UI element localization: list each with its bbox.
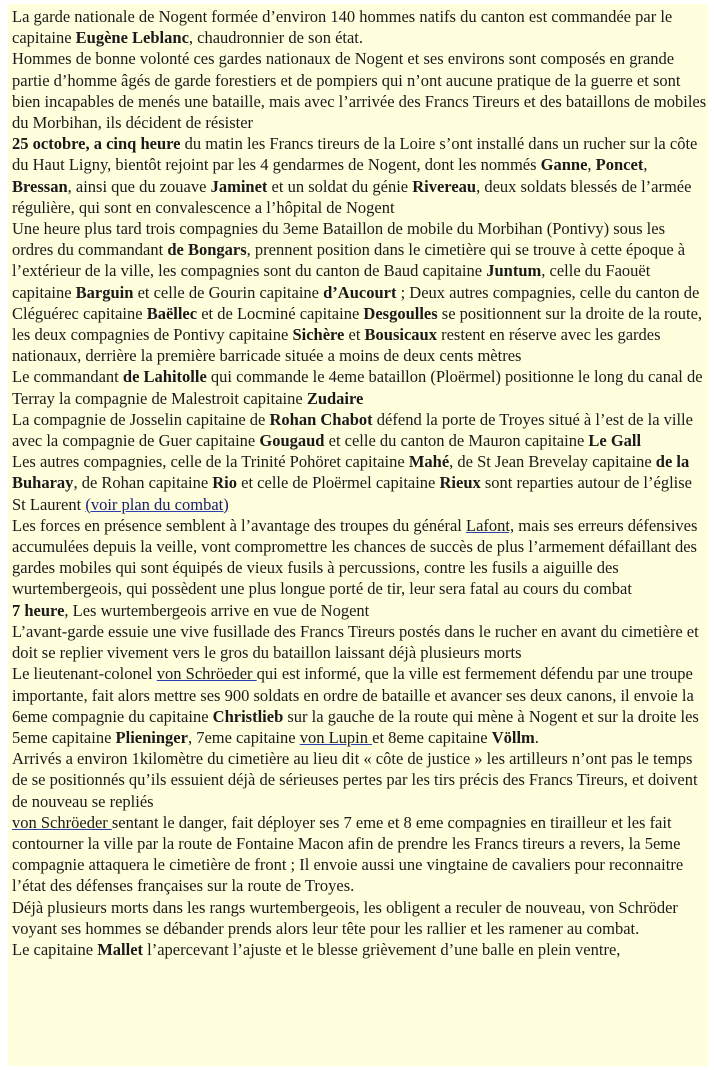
bold-text: de Bongars bbox=[167, 240, 247, 260]
text-run: et bbox=[344, 325, 365, 345]
text-run: et celle du canton de Mauron capitaine bbox=[324, 431, 589, 451]
text-run: Hommes de bonne volonté ces gardes nationaux de Nogent et ses environs sont composés en grande partie d’homme âgés de garde forestiers et de pompiers qui n’ont aucune pratique de la guerre et sont bien incapables de menés une bataille, mais avec l’arrivée des Francs Tireurs et des bataillons de mobiles du Morbihan, ils décident de résister bbox=[12, 49, 707, 133]
paragraph bbox=[12, 939, 708, 960]
bold-text: Rio bbox=[212, 473, 238, 493]
bold-text: Eugène Leblanc bbox=[75, 28, 189, 48]
text-run: sentant le danger, fait déployer ses 7 eme et 8 eme compagnies en tirailleur et les fait contourner la ville par la route de Fontaine Macon afin de prendre les Francs tireurs a revers, la 5eme compagnie attaquera le cimetière de front ; Il envoie aussi une vingtaine de cavaliers pour reconnaitre l’état des défenses françaises sur la route de Troyes. bbox=[12, 812, 684, 896]
bold-text: d’Aucourt bbox=[323, 282, 397, 302]
paragraph bbox=[12, 409, 708, 451]
text-run: et de Locminé capitaine bbox=[197, 303, 364, 323]
paragraph bbox=[12, 366, 708, 408]
text-run: , 7eme capitaine bbox=[187, 727, 300, 747]
paragraph bbox=[12, 663, 708, 748]
text-run: , chaudronnier de son état. bbox=[188, 28, 364, 48]
paragraph bbox=[12, 48, 708, 133]
text-run: mais ses erreurs défensives accumulées depuis la veille, vont compromettre les chances de succès de plus l’armement défaillant des gardes mobiles qui sont équipés de vieux fusils à percussions, contre les fusils a aiguille des wurtembergeois, qui possèdent une plus longue porté de tir, leur sera fatal au cours du combat bbox=[12, 515, 698, 599]
text-run: l’apercevant l’ajuste et le blesse grièvement d’une balle en plein ventre, bbox=[143, 939, 621, 959]
inline-link[interactable]: von Lupin bbox=[299, 727, 373, 747]
bold-text: Sichère bbox=[292, 325, 345, 345]
paragraph bbox=[12, 621, 708, 663]
text-run: Les forces en présence semblent à l’avantage des troupes du général bbox=[12, 515, 467, 535]
text-run: , Les wurtembergeois arrive en vue de Nogent bbox=[64, 600, 370, 620]
bold-text: de Lahitolle bbox=[122, 367, 207, 387]
bold-text: Jaminet bbox=[210, 176, 268, 196]
paragraph bbox=[12, 6, 708, 48]
bold-text: Plieninger bbox=[115, 727, 188, 747]
paragraph bbox=[12, 748, 708, 812]
text-run: La compagnie de Josselin capitaine de bbox=[12, 409, 270, 429]
text-run: , deux soldats blessés de l’armée régulière, qui sont en convalescence a l’hôpital de Nogent bbox=[12, 176, 692, 217]
text-run: se positionnent sur la droite de la route, les deux compagnies de Pontivy capitaine bbox=[12, 303, 703, 345]
text-run: , bbox=[643, 155, 648, 175]
text-run: et celle de Gourin capitaine bbox=[133, 282, 324, 302]
text-run: , celle du Faouët capitaine bbox=[12, 261, 651, 302]
bold-text: Barguin bbox=[75, 282, 134, 302]
bold-text: 7 heure bbox=[12, 600, 65, 620]
bold-text: Mallet bbox=[97, 939, 144, 959]
text-run: Une heure plus tard trois compagnies du 3eme Bataillon de mobile du Morbihan (Pontivy) sous les ordres du commandant bbox=[12, 219, 666, 260]
text-run: qui commande le 4eme bataillon (Ploërmel) positionne le long du canal de Terray la compagnie de Malestroit capitaine bbox=[12, 367, 703, 408]
paragraph bbox=[12, 812, 708, 897]
bold-text: Rieux bbox=[439, 473, 481, 493]
text-run: ; Deux autres compagnies, celle du canton de Cléguérec capitaine bbox=[12, 282, 700, 323]
bold-text: Rivereau bbox=[412, 176, 477, 196]
text-run: Déjà plusieurs morts dans les rangs wurtembergeois, les obligent a reculer de nouveau, von Schröder voyant ses hommes se débander prends alors leur tête pour les rallier et les ramener au combat. bbox=[12, 897, 678, 938]
text-run: Le capitaine bbox=[12, 939, 98, 959]
text-run: , prennent position dans le cimetière qui se trouve à cette époque à l’extérieur de la ville, les compagnies sont du canton de Baud capitaine bbox=[12, 240, 686, 281]
text-run: et celle de Ploërmel capitaine bbox=[237, 473, 440, 493]
paragraph bbox=[12, 897, 708, 939]
text-run: du matin les Francs tireurs de la Loire s’ont installé dans un rucher sur la côte du Haut Ligny, bientôt rejoint par les 4 gendarmes de Nogent, dont les nommés bbox=[12, 134, 698, 175]
text-run: , de St Jean Brevelay capitaine bbox=[449, 452, 656, 472]
text-run: qui est informé, que la ville est fermement défendu par une troupe importante, fait alors mettre ses 900 soldats en ordre de bataille et avancer ses deux canons, il envoie la 6eme compagnie du capitaine bbox=[12, 664, 694, 726]
text-run: défend la porte de Troyes situé à l’est de la ville avec la compagnie de Guer capitaine bbox=[12, 409, 693, 451]
paragraph bbox=[12, 515, 708, 600]
bold-text: Bressan bbox=[12, 176, 68, 196]
paragraph bbox=[12, 600, 708, 621]
bold-text: Mahé bbox=[408, 452, 450, 472]
bold-text: Desgoulles bbox=[363, 303, 438, 323]
bold-text: Juntum bbox=[486, 261, 542, 281]
text-run: , bbox=[587, 155, 596, 175]
text-run: Le lieutenant-colonel bbox=[12, 664, 157, 684]
bold-text: Gougaud bbox=[259, 431, 325, 451]
inline-link[interactable]: Lafont, bbox=[466, 515, 515, 535]
bold-text: Baëllec bbox=[146, 303, 198, 323]
text-run: Le commandant bbox=[12, 367, 123, 387]
bold-text: Bousicaux bbox=[364, 325, 437, 345]
text-run: restent en réserve avec les gardes nationaux, derrière la première barricade située a moins de deux cents mètres bbox=[12, 325, 661, 366]
text-run: sont reparties autour de l’église St Laurent bbox=[12, 473, 692, 514]
bold-text: 25 octobre, a cinq heure bbox=[12, 134, 181, 154]
document-page bbox=[8, 4, 708, 1066]
bold-text: Völlm bbox=[491, 727, 535, 747]
inline-link[interactable]: von Schröeder bbox=[156, 664, 257, 684]
inline-link[interactable]: (voir plan du combat) bbox=[85, 494, 229, 514]
bold-text: Christlieb bbox=[212, 706, 284, 726]
text-run: Les autres compagnies, celle de la Trinité Pohöret capitaine bbox=[12, 452, 409, 472]
text-run: , de Rohan capitaine bbox=[73, 473, 213, 493]
bold-text: Poncet bbox=[595, 155, 644, 175]
text-run: . bbox=[534, 727, 539, 747]
paragraph bbox=[12, 133, 708, 218]
text-run: Arrivés a environ 1kilomètre du cimetière au lieu dit « côte de justice » les artilleurs n’ont pas le temps de se positionnés qu’ils essuient déjà de sérieuses pertes par les tirs précis des Francs Tireurs, et doivent de nouveau se repliés bbox=[12, 749, 698, 811]
text-run: , ainsi que du zouave bbox=[67, 176, 211, 196]
text-run: La garde nationale de Nogent formée d’environ 140 hommes natifs du canton est commandée par le capitaine bbox=[12, 7, 673, 48]
bold-text: de la Buharay bbox=[12, 452, 690, 493]
text-run: et un soldat du génie bbox=[267, 176, 413, 196]
paragraph bbox=[12, 451, 708, 515]
bold-text: Le Gall bbox=[588, 431, 642, 451]
text-run: et 8eme capitaine bbox=[372, 727, 492, 747]
inline-link[interactable]: von Schröeder bbox=[12, 812, 112, 832]
text-run: sur la gauche de la route qui mène à Nogent et sur la droite les 5eme capitaine bbox=[12, 706, 699, 747]
bold-text: Ganne bbox=[540, 155, 588, 175]
paragraph bbox=[12, 218, 708, 366]
document-text bbox=[8, 4, 708, 960]
bold-text: Zudaire bbox=[306, 388, 364, 408]
text-run: L’avant-garde essuie une vive fusillade des Francs Tireurs postés dans le rucher en avant du cimetière et doit se replier vivement vers le gros du bataillon laissant déjà plusieurs morts bbox=[12, 621, 699, 663]
bold-text: Rohan Chabot bbox=[269, 409, 373, 429]
